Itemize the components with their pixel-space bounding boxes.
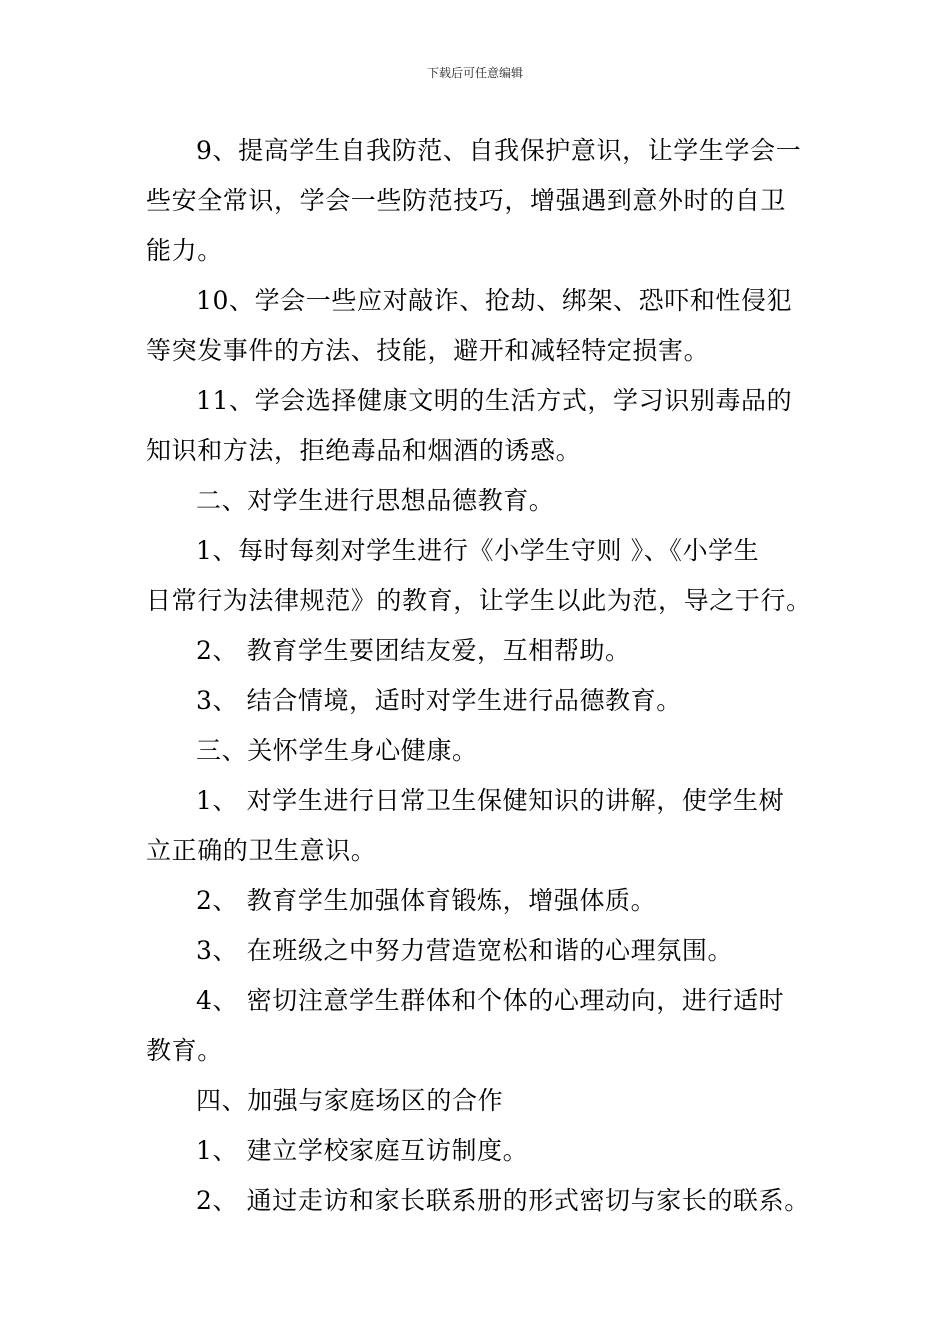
paragraph-line: 2、 教育学生加强体育锻炼，增强体质。	[196, 886, 657, 915]
section-heading-moral-education	[146, 476, 814, 526]
paragraph-moral-3	[146, 676, 814, 726]
paragraph-health-4	[146, 976, 814, 1076]
paragraph-line: 4、 密切注意学生群体和个体的心理动向，进行适时	[196, 986, 785, 1015]
paragraph-line: 二、对学生进行思想品德教育。	[196, 486, 555, 515]
paragraph-line: 2、 通过走访和家长联系册的形式密切与家长的联系。	[196, 1186, 810, 1215]
paragraph-item-10	[146, 276, 814, 376]
paragraph-line: 11、学会选择健康文明的生活方式，学习识别毒品的	[196, 386, 793, 415]
paragraph-health-1	[146, 776, 814, 876]
paragraph-line: 1、 建立学校家庭互访制度。	[196, 1136, 529, 1165]
paragraph-line: 1、 对学生进行日常卫生保健知识的讲解，使学生树	[196, 786, 785, 815]
paragraph-line: 10、学会一些应对敲诈、抢劫、绑架、恐吓和性侵犯	[196, 286, 793, 315]
paragraph-item-9	[146, 126, 814, 276]
document-body	[146, 126, 814, 1226]
paragraph-moral-2	[146, 626, 814, 676]
section-heading-family-cooperation	[146, 1076, 814, 1126]
paragraph-line: 知识和方法，拒绝毒品和烟酒的诱惑。	[146, 436, 582, 465]
paragraph-line: 能力。	[146, 236, 223, 265]
paragraph-line: 立正确的卫生意识。	[146, 836, 377, 865]
paragraph-line: 等突发事件的方法、技能，避开和减轻特定损害。	[146, 336, 710, 365]
paragraph-line: 三、关怀学生身心健康。	[196, 736, 478, 765]
paragraph-item-11	[146, 376, 814, 476]
paragraph-family-1	[146, 1126, 814, 1176]
paragraph-family-2	[146, 1176, 814, 1226]
paragraph-line: 3、 结合情境，适时对学生进行品德教育。	[196, 686, 682, 715]
paragraph-line: 2、 教育学生要团结友爱，互相帮助。	[196, 636, 631, 665]
paragraph-health-2	[146, 876, 814, 926]
paragraph-line: 日常行为法律规范》的教育，让学生以此为范，导之于行。	[146, 586, 812, 615]
paragraph-moral-1	[146, 526, 814, 626]
paragraph-line: 1、每时每刻对学生进行《小学生守则 》、《小学生	[196, 536, 760, 565]
paragraph-line: 教育。	[146, 1036, 223, 1065]
paragraph-line: 些安全常识，学会一些防范技巧，增强遇到意外时的自卫	[146, 186, 787, 215]
paragraph-line: 四、加强与家庭场区的合作	[196, 1086, 504, 1115]
paragraph-health-3	[146, 926, 814, 976]
page-header: 下载后可任意编辑	[426, 66, 523, 80]
paragraph-line: 9、提高学生自我防范、自我保护意识，让学生学会一	[196, 136, 802, 165]
section-heading-health	[146, 726, 814, 776]
paragraph-line: 3、 在班级之中努力营造宽松和谐的心理氛围。	[196, 936, 734, 965]
